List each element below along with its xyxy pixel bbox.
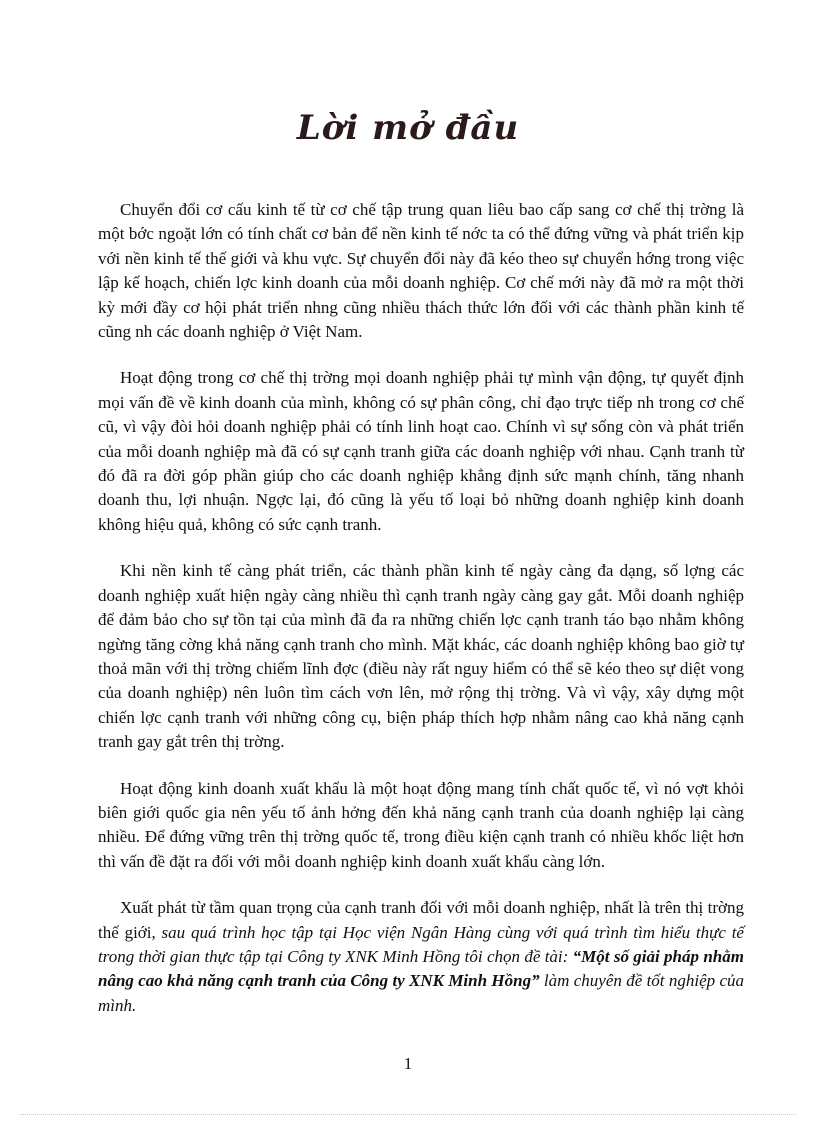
page-number: 1 xyxy=(403,1054,413,1073)
paragraph-1: Chuyển đổi cơ cấu kinh tế từ cơ chế tập trung quan liêu bao cấp sang cơ chế thị trờng là một bớc ngoặt lớn có tính chất cơ bản để nền kinh tế nớc ta có thể đứng vững và phát triển kịp với nền kinh tế thế giới và khu vực. Sự chuyển đổi này đã kéo theo sự chuyển hớng trong việc lập kế hoạch, chiến lợc kinh doanh của mỗi doanh nghiệp. Cơ chế mới này đã mở ra một thời kỳ mới đầy cơ hội phát triển nhng cũng nhiều thách thức lớn đối với các thành phần kinh tế cũng nh các doanh nghiệp ở Việt Nam. xyxy=(98,200,744,342)
paragraph-5-italic-end: làm chuyên đề tốt nghiệp của mình. xyxy=(98,971,744,1015)
thesis-topic: “Một số giải pháp nhằm nâng cao khả năng cạnh tranh của Công ty XNK Minh Hồng” xyxy=(98,946,744,991)
paragraph-5-normal: Xuất phát từ tầm quan trọng của cạnh tranh đối với mỗi doanh nghiệp, nhất là trên thị trờng thế giới, xyxy=(98,898,744,942)
page-title: Lời mở đầu xyxy=(296,108,520,148)
document-body xyxy=(98,198,744,1018)
paragraph-2: Hoạt động trong cơ chế thị trờng mọi doanh nghiệp phải tự mình vận động, tự quyết định mọi vấn đề về kinh doanh của mình, không có sự phân công, chỉ đạo trực tiếp nh trong cơ chế cũ, vì vậy đòi hỏi doanh nghiệp phải có tính linh hoạt cao. Chính vì sự sống còn và phát triển của mỗi doanh nghiệp mà đã có sự cạnh tranh giữa các doanh nghiệp với nhau. Cạnh tranh từ đó đã ra đời góp phần giúp cho các doanh nghiệp khẳng định sức mạnh chính, tăng nhanh doanh thu, lợi nhuận. Ngợc lại, đó cũng là yếu tố loại bỏ những doanh nghiệp kinh doanh không hiệu quả, không có sức cạnh tranh. xyxy=(98,368,744,534)
paragraph-5-italic: sau quá trình học tập tại Học viện Ngân Hàng cùng với quá trình tìm hiểu thực tế trong thời gian thực tập tại Công ty XNK Minh Hồng tôi chọn đề tài: xyxy=(98,922,744,966)
paragraph-3: Khi nền kinh tế càng phát triển, các thành phần kinh tế ngày càng đa dạng, số lợng các doanh nghiệp xuất hiện ngày càng nhiều thì cạnh tranh ngày càng gay gắt. Mỗi doanh nghiệp để đảm bảo cho sự tồn tại của mình đã đa ra những chiến lợc cạnh tranh táo bạo nhằm không ngừng tăng cờng khả năng cạnh tranh cho mình. Mặt khác, các doanh nghiệp không bao giờ tự thoả mãn với thị trờng chiếm lĩnh đợc (điều này rất nguy hiểm có thể sẽ kéo theo sự diệt vong của doanh nghiệp) nên luôn tìm cách vơn lên, mở rộng thị trờng. Và vì vậy, xây dựng một chiến lợc cạnh tranh với những công cụ, biện pháp thích hợp nhằm nâng cao khả năng cạnh tranh gay gắt trên thị trờng. xyxy=(98,561,744,752)
paragraph-4: Hoạt động kinh doanh xuất khẩu là một hoạt động mang tính chất quốc tế, vì nó vợt khỏi biên giới quốc gia nên yếu tố ảnh hởng đến khả năng cạnh tranh của doanh nghiệp lại càng nhiều. Để đứng vững trên thị trờng quốc tế, trong điều kiện cạnh tranh có nhiều khốc liệt hơn thì vấn đề đặt ra đối với mỗi doanh nghiệp kinh doanh xuất khẩu càng lớn. xyxy=(98,778,744,871)
footer-divider xyxy=(20,1114,796,1115)
paragraph-5 xyxy=(98,896,744,1018)
